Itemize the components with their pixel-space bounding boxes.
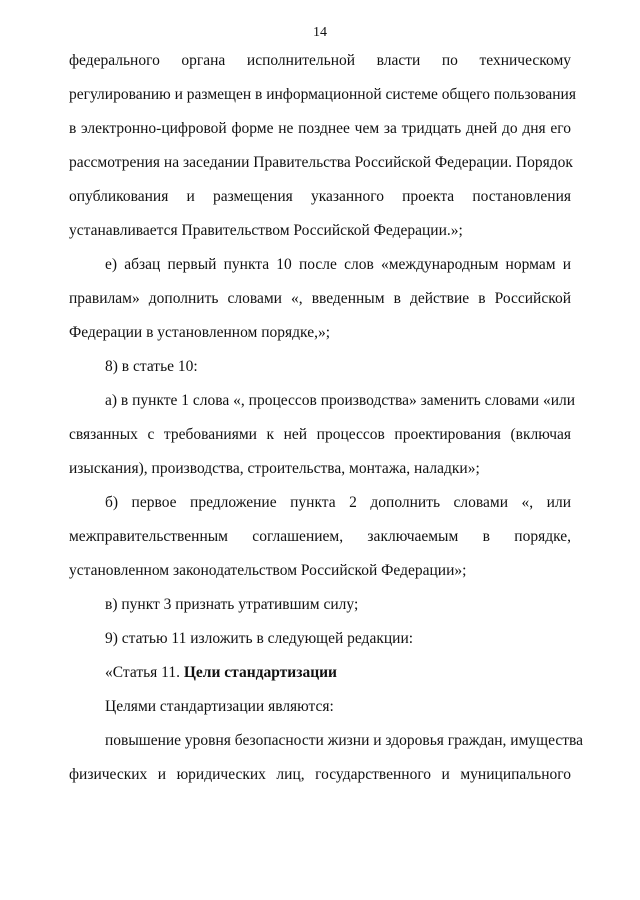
text-line: рассмотрения на заседании Правительства Российской Федерации. Порядок [69, 154, 573, 171]
text-line: е) абзац первый пункта 10 после слов «международным нормам и [105, 256, 571, 273]
text-line: физических и юридических лиц, государственного и муниципального [69, 766, 571, 783]
text-line: повышение уровня безопасности жизни и здоровья граждан, имущества [105, 732, 583, 749]
text-line: Федерации в установленном порядке,»; [69, 324, 331, 341]
text-line: федерального органа исполнительной власти по техническому [69, 52, 571, 69]
text-line: правилам» дополнить словами «, введенным в действие в Российской [69, 290, 571, 307]
text-line: связанных с требованиями к ней процессов проектирования (включая [69, 426, 571, 443]
text-line: в) пункт 3 признать утратившим силу; [105, 596, 359, 613]
body-text [69, 44, 583, 792]
text-line: Целями стандартизации являются: [105, 698, 334, 715]
article-number: «Статья 11. [105, 664, 184, 681]
text-line: изыскания), производства, строительства, монтажа, наладки»; [69, 460, 480, 477]
text-line: 9) статью 11 изложить в следующей редакции: [105, 630, 414, 647]
page-number: 14 [313, 25, 327, 40]
article-heading [69, 656, 571, 690]
text-line: б) первое предложение пункта 2 дополнить словами «, или [105, 494, 571, 511]
text-line: а) в пункте 1 слова «, процессов производства» заменить словами «или [105, 392, 576, 409]
article-title: Цели стандартизации [183, 664, 337, 681]
text-line: опубликования и размещения указанного проекта постановления [69, 188, 571, 205]
text-line: межправительственным соглашением, заключаемым в порядке, [69, 528, 571, 545]
text-line: регулированию и размещен в информационной системе общего пользования [69, 86, 576, 103]
text-line: 8) в статье 10: [105, 358, 198, 375]
text-line: устанавливается Правительством Российской Федерации.»; [69, 222, 463, 239]
text-line: установленном законодательством Российской Федерации»; [69, 562, 467, 579]
text-line: в электронно-цифровой форме не позднее чем за тридцать дней до дня его [69, 120, 571, 137]
